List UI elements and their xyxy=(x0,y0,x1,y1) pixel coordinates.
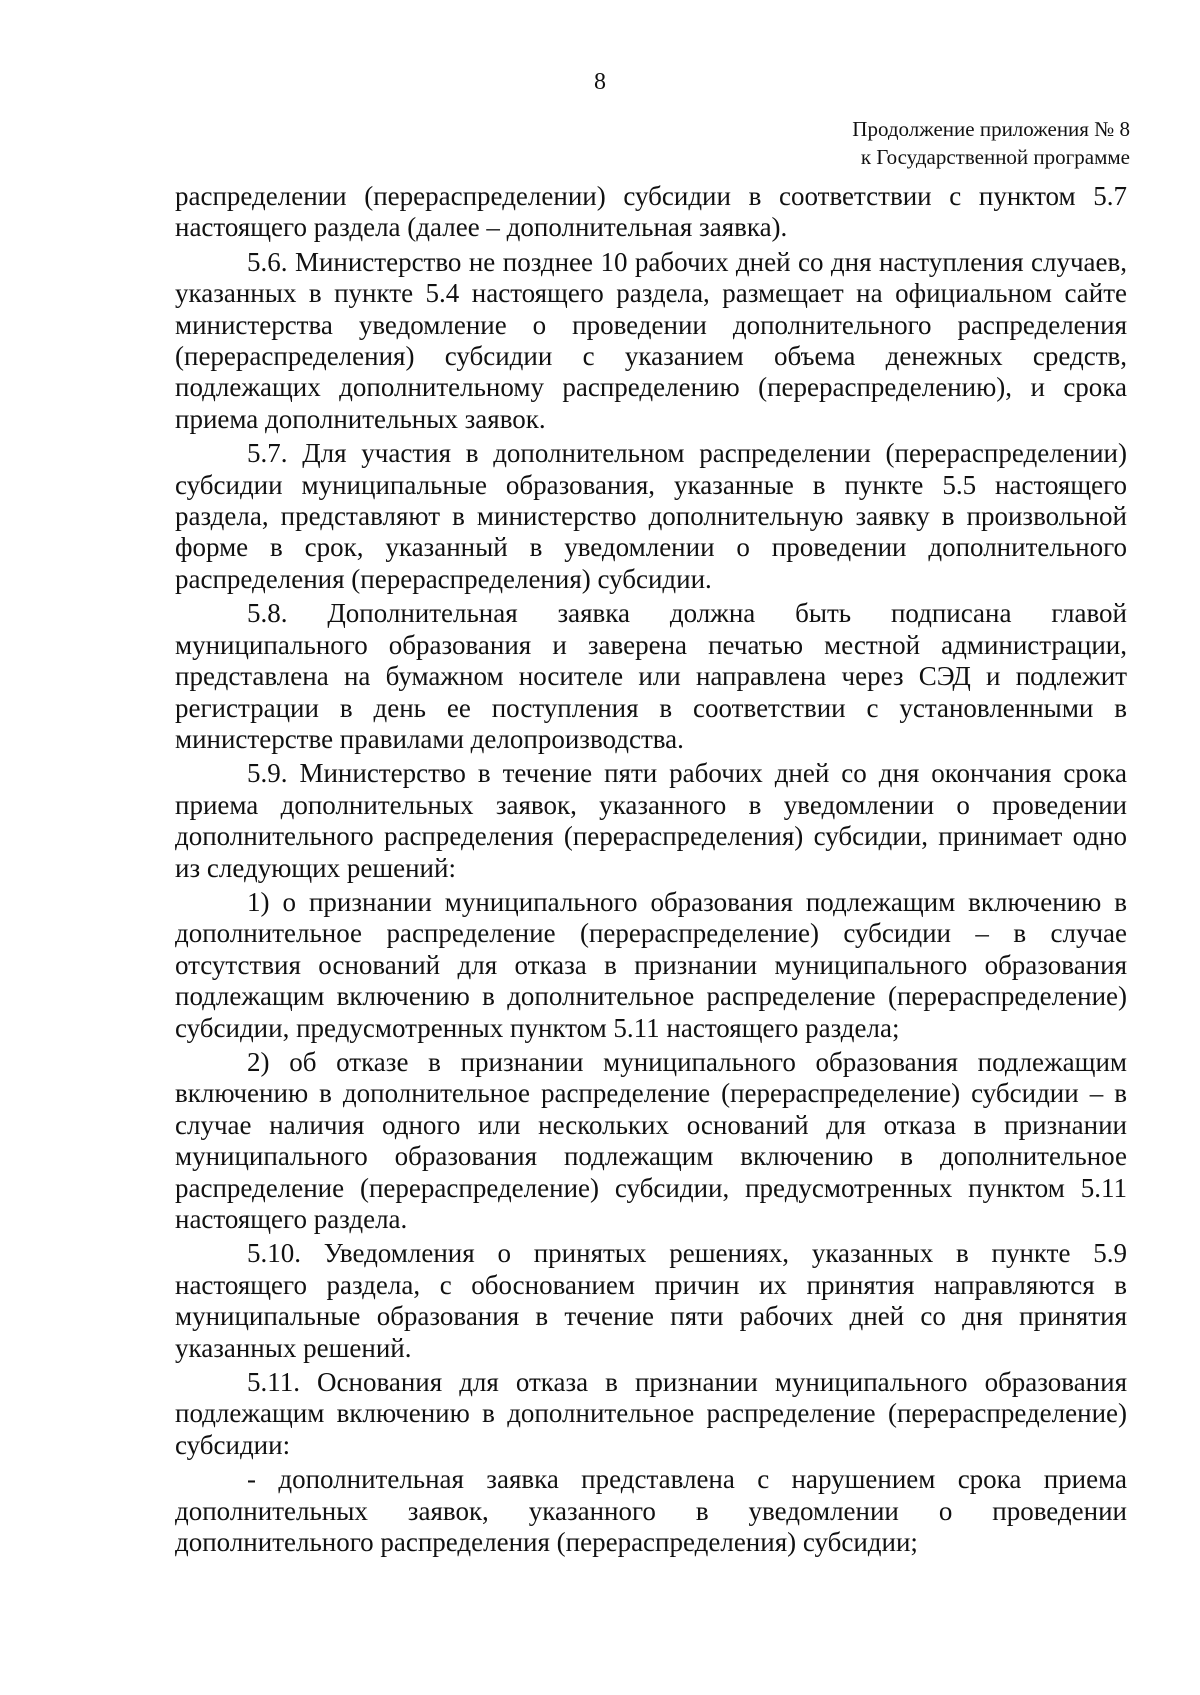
paragraph-5-11: 5.11. Основания для отказа в признании муниципального образования подлежащим включению в дополнительное распределение (перераспределение) субсидии: xyxy=(175,1367,1127,1460)
appendix-line-2: к Государственной программе xyxy=(860,145,1130,169)
paragraph-5-11-item-1: - дополнительная заявка представлена с нарушением срока приема дополнительных заявок, указанного в уведомлении о проведении дополнительного распределения (перераспределения) субсидии; xyxy=(175,1464,1127,1558)
paragraph-continuation: распределении (перераспределении) субсидии в соответствии с пунктом 5.7 настоящего раздела (далее – дополнительная заявка). xyxy=(175,181,1127,243)
paragraph-5-9-item-1: 1) о признании муниципального образования подлежащим включению в дополнительное распределение (перераспределение) субсидии – в случае отсутствия оснований для отказа в признании муниципального образования подлежащим включению в дополнительное распределение (перераспределение) субсидии, предусмотренных пунктом 5.11 настоящего раздела; xyxy=(175,886,1127,1043)
paragraph-5-10: 5.10. Уведомления о принятых решениях, указанных в пункте 5.9 настоящего раздела, с обоснованием причин их принятия направляются в муниципальные образования в течение пяти рабочих дней со дня принятия указанных решений. xyxy=(175,1238,1127,1363)
paragraph-5-9: 5.9. Министерство в течение пяти рабочих дней со дня окончания срока приема дополнительных заявок, указанного в уведомлении о проведении дополнительного распределения (перераспределения) субсидии, принимает одно из следующих решений: xyxy=(175,758,1127,883)
paragraph-5-9-item-2: 2) об отказе в признании муниципального образования подлежащим включению в дополнительное распределение (перераспределение) субсидии – в случае наличия одного или нескольких оснований для отказа в признании муниципального образования подлежащим включению в дополнительное распределение (перераспределение) субсидии, предусмотренных пунктом 5.11 настоящего раздела. xyxy=(175,1046,1127,1234)
paragraph-5-7: 5.7. Для участия в дополнительном распределении (перераспределении) субсидии муниципальные образования, указанные в пункте 5.5 настоящего раздела, представляют в министерство дополнительную заявку в произвольной форме в срок, указанный в уведомлении о проведении дополнительного распределения (перераспределения) субсидии. xyxy=(175,438,1127,594)
body-text xyxy=(175,181,1127,1561)
paragraph-5-8: 5.8. Дополнительная заявка должна быть подписана главой муниципального образования и заверена печатью местной администрации, представлена на бумажном носителе или направлена через СЭД и подлежит регистрации в день ее поступления в соответствии с установленными в министерстве правилами делопроизводства. xyxy=(175,598,1127,754)
paragraph-5-6: 5.6. Министерство не позднее 10 рабочих дней со дня наступления случаев, указанных в пункте 5.4 настоящего раздела, размещает на официальном сайте министерства уведомление о проведении дополнительного распределения (перераспределения) субсидии с указанием объема денежных средств, подлежащих дополнительному распределению (перераспределению), и срока приема дополнительных заявок. xyxy=(175,246,1127,434)
appendix-line-1: Продолжение приложения № 8 xyxy=(852,117,1130,141)
page-number: 8 xyxy=(594,69,606,95)
appendix-note xyxy=(852,115,1130,171)
